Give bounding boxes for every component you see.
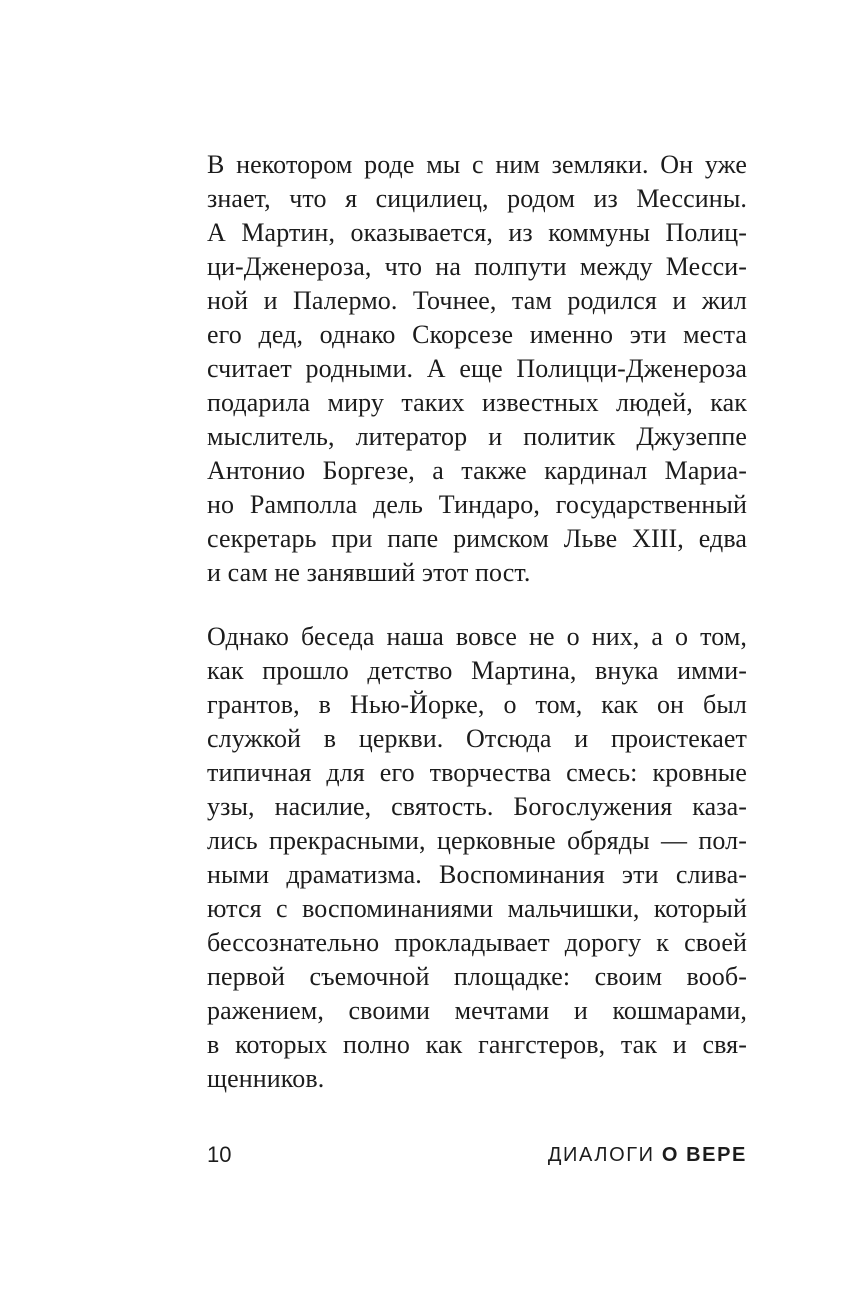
text-line: ражением, своими мечтами и кошмарами,: [207, 996, 747, 1025]
text-line: секретарь при папе римском Льве XIII, едва: [207, 524, 747, 553]
text-line: ются с воспоминаниями мальчишки, который: [207, 894, 747, 923]
running-head: [548, 1140, 747, 1170]
text-line: Однако беседа наша вовсе не о них, а о том,: [207, 622, 747, 651]
text-line: лись прекрасными, церковные обряды — пол-: [207, 826, 747, 855]
text-line: А Мартин, оказывается, из коммуны Полиц-: [207, 218, 747, 247]
text-line: первой съемочной площадке: своим вооб-: [207, 962, 747, 991]
text-line: щенников.: [207, 1064, 325, 1093]
text-line: ной и Палермо. Точнее, там родился и жил: [207, 286, 747, 315]
text-line: В некотором роде мы с ним земляки. Он уже: [207, 150, 747, 179]
text-line: и сам не занявший этот пост.: [207, 558, 531, 587]
text-line: ными драматизма. Воспоминания эти слива-: [207, 860, 747, 889]
text-line: узы, насилие, святость. Богослужения каза-: [207, 792, 747, 821]
text-line: типичная для его творчества смесь: кровные: [207, 758, 747, 787]
paragraph-1: [207, 148, 747, 590]
text-line: в которых полно как гангстеров, так и свя-: [207, 1030, 747, 1059]
text-line: считает родными. А еще Полицци-Дженероза: [207, 354, 747, 383]
text-line: служкой в церкви. Отсюда и проистекает: [207, 724, 747, 753]
paragraph-2: [207, 620, 747, 1096]
text-line: но Рамполла дель Тиндаро, государственный: [207, 490, 747, 519]
text-line: его дед, однако Скорсезе именно эти места: [207, 320, 747, 349]
text-line: мыслитель, литератор и политик Джузеппе: [207, 422, 747, 451]
text-line: знает, что я сицилиец, родом из Мессины.: [207, 184, 747, 213]
text-line: бессознательно прокладывает дорогу к своей: [207, 928, 747, 957]
text-line: Антонио Боргезе, а также кардинал Мариа-: [207, 456, 747, 485]
running-head-bold: О ВЕРЕ: [661, 1144, 747, 1166]
page-number: 10: [207, 1142, 232, 1167]
text-line: подарила миру таких известных людей, как: [207, 388, 747, 417]
text-line: ци-Дженероза, что на полпути между Месси-: [207, 252, 747, 281]
running-head-regular: ДИАЛОГИ: [547, 1144, 655, 1166]
text-line: грантов, в Нью-Йорке, о том, как он был: [207, 690, 747, 719]
text-line: как прошло детство Мартина, внука имми-: [207, 656, 747, 685]
page-footer: [207, 1140, 747, 1170]
